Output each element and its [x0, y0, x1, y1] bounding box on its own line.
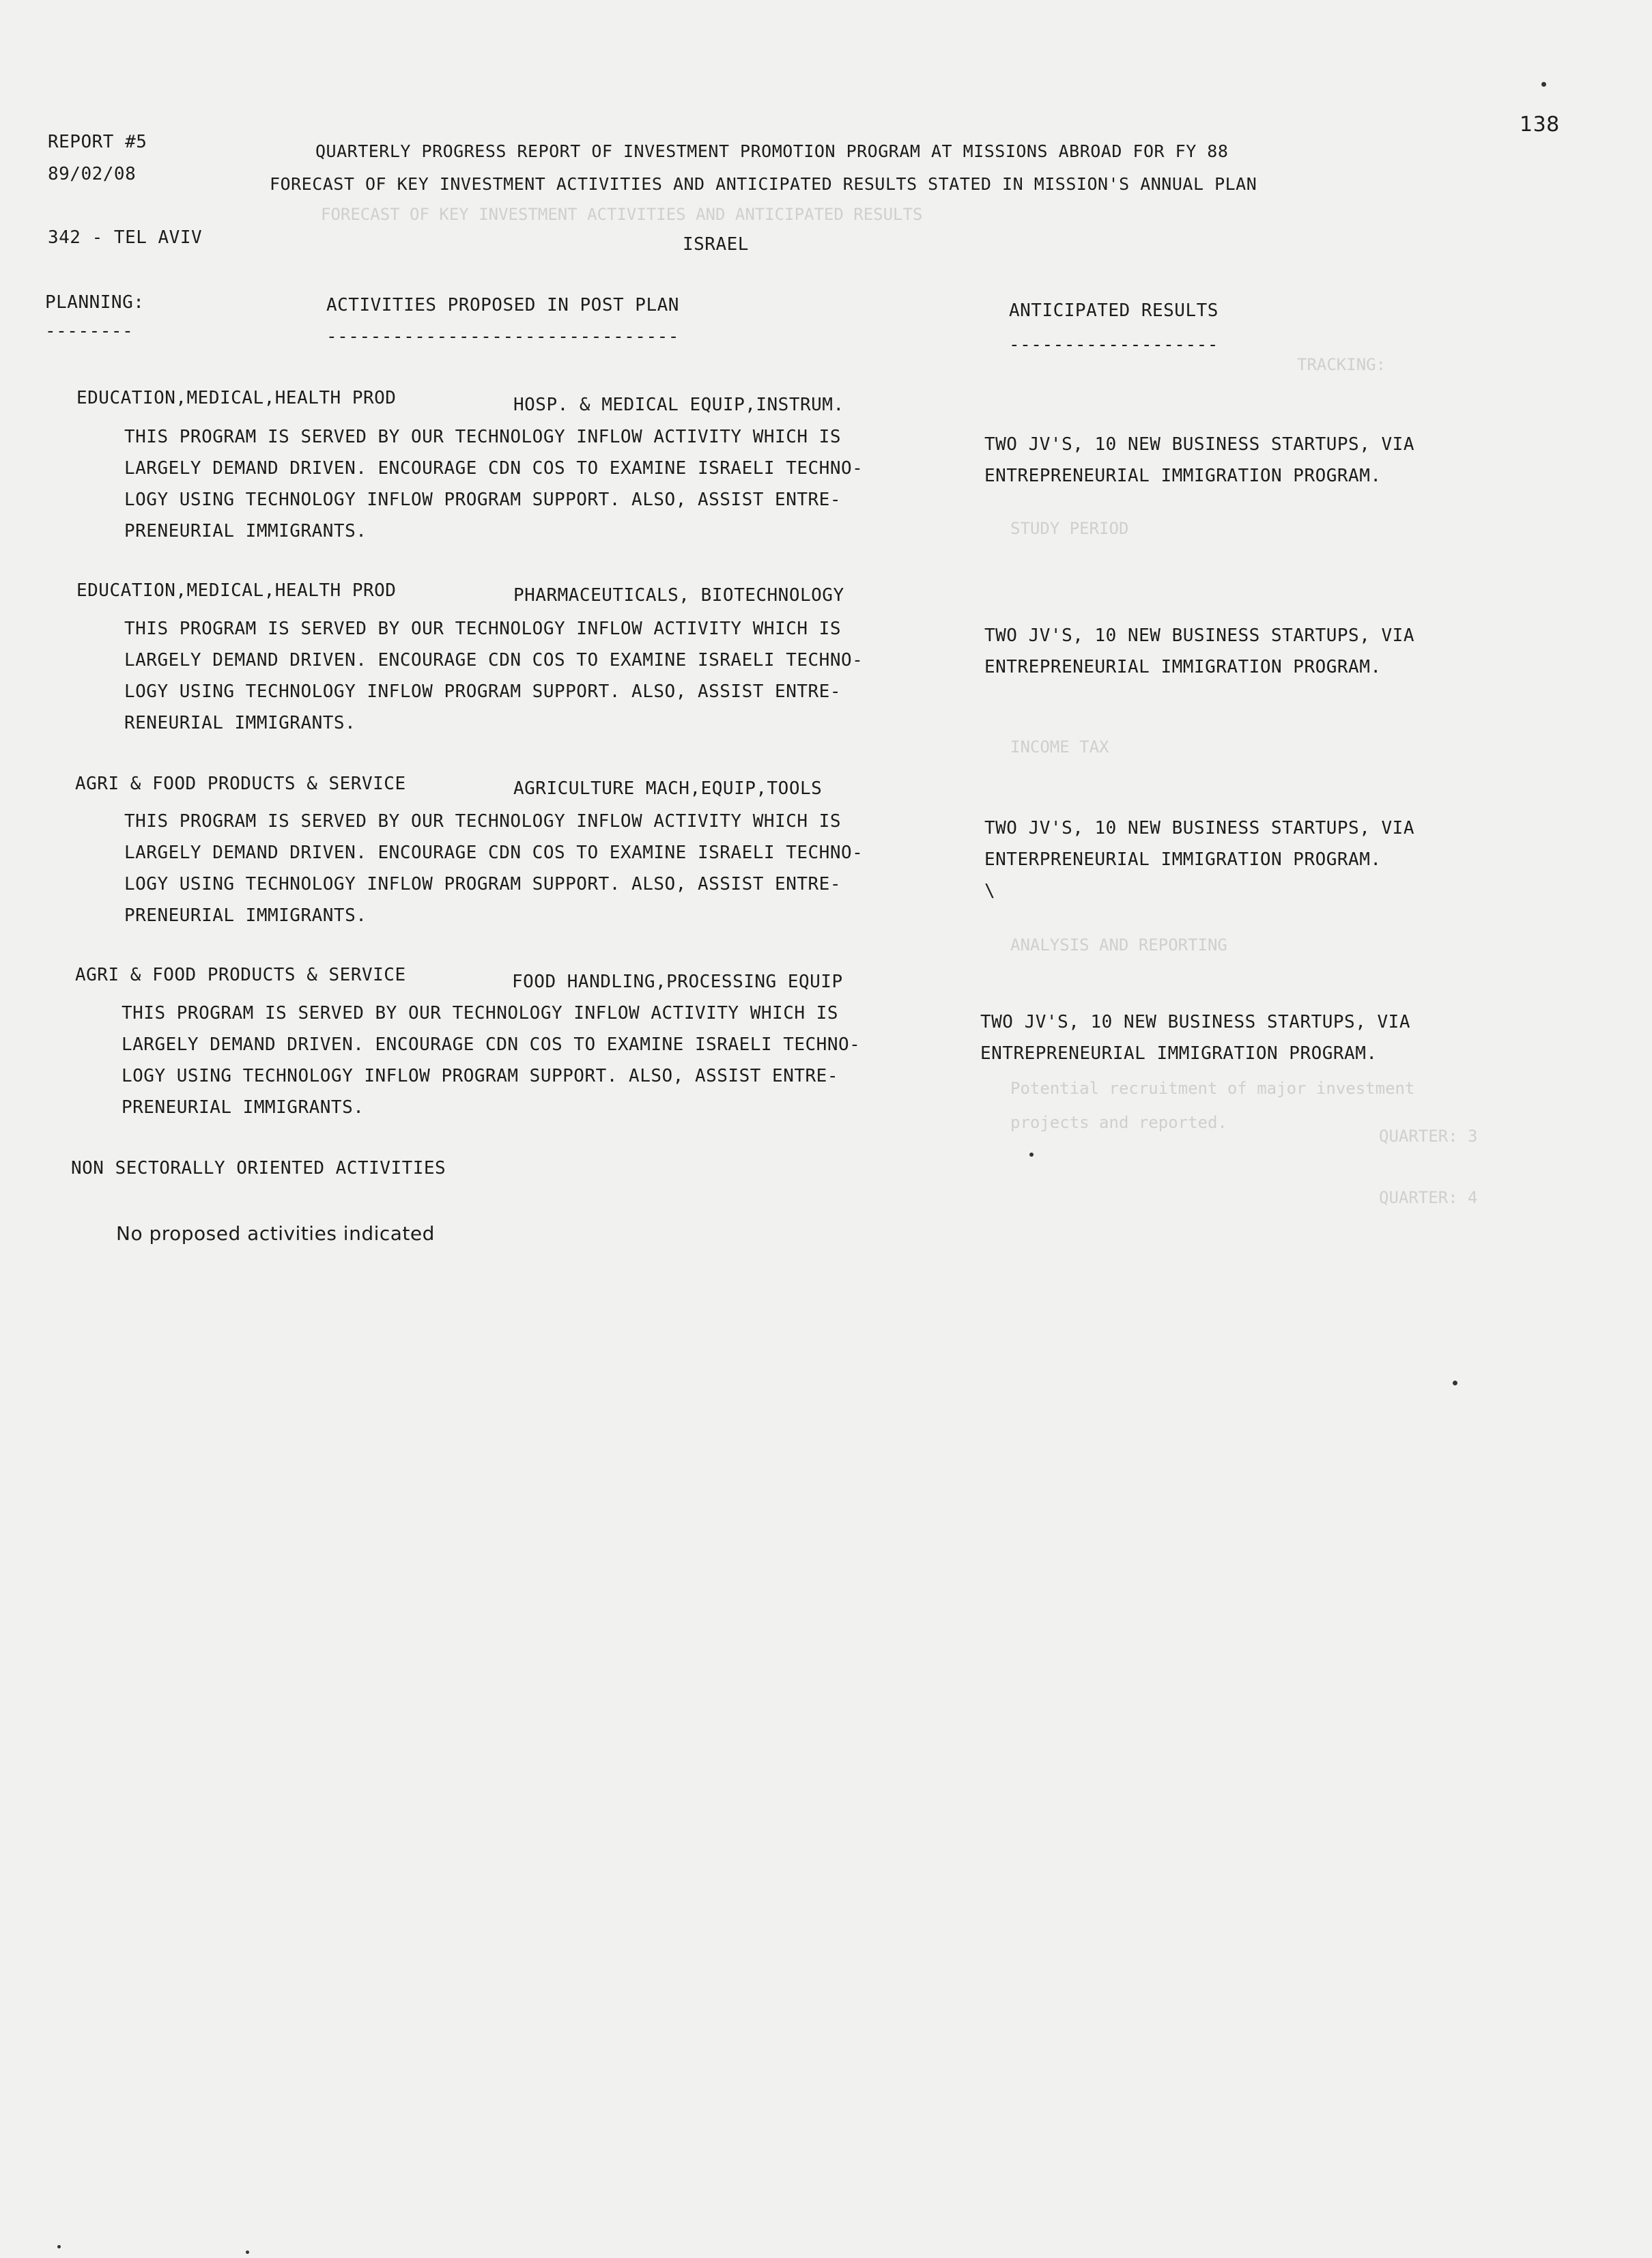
country-name: ISRAEL: [683, 234, 749, 255]
non-sectoral-note: No proposed activities indicated: [116, 1222, 435, 1245]
result-line: ENTREPRENEURIAL IMMIGRATION PROGRAM.: [980, 1043, 1378, 1064]
activity-line: LOGY USING TECHNOLOGY INFLOW PROGRAM SUPPORT. ALSO, ASSIST ENTRE-: [124, 681, 841, 702]
result-line: ENTREPRENEURIAL IMMIGRATION PROGRAM.: [984, 466, 1382, 486]
activity-line: RENEURIAL IMMIGRANTS.: [124, 713, 356, 733]
entry-result-text: [984, 429, 1414, 492]
activities-heading: ACTIVITIES PROPOSED IN POST PLAN: [326, 295, 679, 315]
result-line: TWO JV'S, 10 NEW BUSINESS STARTUPS, VIA: [984, 625, 1414, 646]
activities-rule: --------------------------------: [326, 326, 679, 347]
activity-line: THIS PROGRAM IS SERVED BY OUR TECHNOLOGY INFLOW ACTIVITY WHICH IS: [124, 619, 841, 639]
activity-line: LOGY USING TECHNOLOGY INFLOW PROGRAM SUPPORT. ALSO, ASSIST ENTRE-: [124, 490, 841, 510]
result-line: \: [984, 881, 996, 901]
results-heading: ANTICIPATED RESULTS: [1009, 300, 1219, 321]
report-title: QUARTERLY PROGRESS REPORT OF INVESTMENT PROMOTION PROGRAM AT MISSIONS ABROAD FOR FY 88: [315, 141, 1229, 161]
post-name: 342 - TEL AVIV: [48, 227, 203, 248]
activity-line: PRENEURIAL IMMIGRANTS.: [124, 905, 367, 926]
activity-line: LARGELY DEMAND DRIVEN. ENCOURAGE CDN COS TO EXAMINE ISRAELI TECHNO-: [122, 1034, 861, 1055]
entry-subsector: AGRICULTURE MACH,EQUIP,TOOLS: [513, 778, 823, 799]
non-sectoral-heading: NON SECTORALLY ORIENTED ACTIVITIES: [71, 1158, 446, 1179]
entry-result-text: [984, 813, 1414, 907]
entry-sector: EDUCATION,MEDICAL,HEALTH PROD: [76, 388, 397, 408]
report-number: REPORT #5: [48, 132, 147, 152]
activity-line: LOGY USING TECHNOLOGY INFLOW PROGRAM SUPPORT. ALSO, ASSIST ENTRE-: [122, 1066, 838, 1086]
entry-subsector: PHARMACEUTICALS, BIOTECHNOLOGY: [513, 585, 844, 606]
activity-line: THIS PROGRAM IS SERVED BY OUR TECHNOLOGY INFLOW ACTIVITY WHICH IS: [124, 427, 841, 447]
entry-activity-text: [124, 421, 863, 547]
report-date: 89/02/08: [48, 164, 137, 184]
activity-line: PRENEURIAL IMMIGRANTS.: [122, 1097, 365, 1118]
planning-heading: PLANNING:: [45, 292, 145, 313]
entry-activity-text: [124, 613, 863, 739]
result-line: ENTERPRENEURIAL IMMIGRATION PROGRAM.: [984, 849, 1382, 870]
entry-sector: AGRI & FOOD PRODUCTS & SERVICE: [75, 965, 406, 985]
planning-rule: --------: [45, 321, 134, 341]
activity-line: LARGELY DEMAND DRIVEN. ENCOURAGE CDN COS TO EXAMINE ISRAELI TECHNO-: [124, 458, 864, 479]
result-line: TWO JV'S, 10 NEW BUSINESS STARTUPS, VIA: [980, 1012, 1410, 1032]
page-number: 138: [1520, 113, 1560, 137]
result-line: ENTREPRENEURIAL IMMIGRATION PROGRAM.: [984, 657, 1382, 677]
entry-subsector: FOOD HANDLING,PROCESSING EQUIP: [512, 972, 843, 992]
entry-subsector: HOSP. & MEDICAL EQUIP,INSTRUM.: [513, 395, 844, 415]
activity-line: LARGELY DEMAND DRIVEN. ENCOURAGE CDN COS TO EXAMINE ISRAELI TECHNO-: [124, 650, 864, 671]
results-rule: -------------------: [1009, 335, 1219, 355]
entry-activity-text: [124, 806, 863, 931]
activity-line: PRENEURIAL IMMIGRANTS.: [124, 521, 367, 541]
result-line: TWO JV'S, 10 NEW BUSINESS STARTUPS, VIA: [984, 818, 1414, 838]
entry-result-text: [984, 620, 1414, 683]
entry-activity-text: [122, 998, 860, 1123]
activity-line: LARGELY DEMAND DRIVEN. ENCOURAGE CDN COS TO EXAMINE ISRAELI TECHNO-: [124, 843, 864, 863]
entry-sector: AGRI & FOOD PRODUCTS & SERVICE: [75, 774, 406, 794]
activity-line: THIS PROGRAM IS SERVED BY OUR TECHNOLOGY INFLOW ACTIVITY WHICH IS: [124, 811, 841, 832]
result-line: TWO JV'S, 10 NEW BUSINESS STARTUPS, VIA: [984, 434, 1414, 455]
report-subtitle: FORECAST OF KEY INVESTMENT ACTIVITIES AND ANTICIPATED RESULTS STATED IN MISSION'S ANNUAL PLAN: [270, 174, 1257, 194]
entry-sector: EDUCATION,MEDICAL,HEALTH PROD: [76, 580, 397, 601]
activity-line: THIS PROGRAM IS SERVED BY OUR TECHNOLOGY INFLOW ACTIVITY WHICH IS: [122, 1003, 838, 1024]
entry-result-text: [980, 1006, 1410, 1069]
activity-line: LOGY USING TECHNOLOGY INFLOW PROGRAM SUPPORT. ALSO, ASSIST ENTRE-: [124, 874, 841, 894]
